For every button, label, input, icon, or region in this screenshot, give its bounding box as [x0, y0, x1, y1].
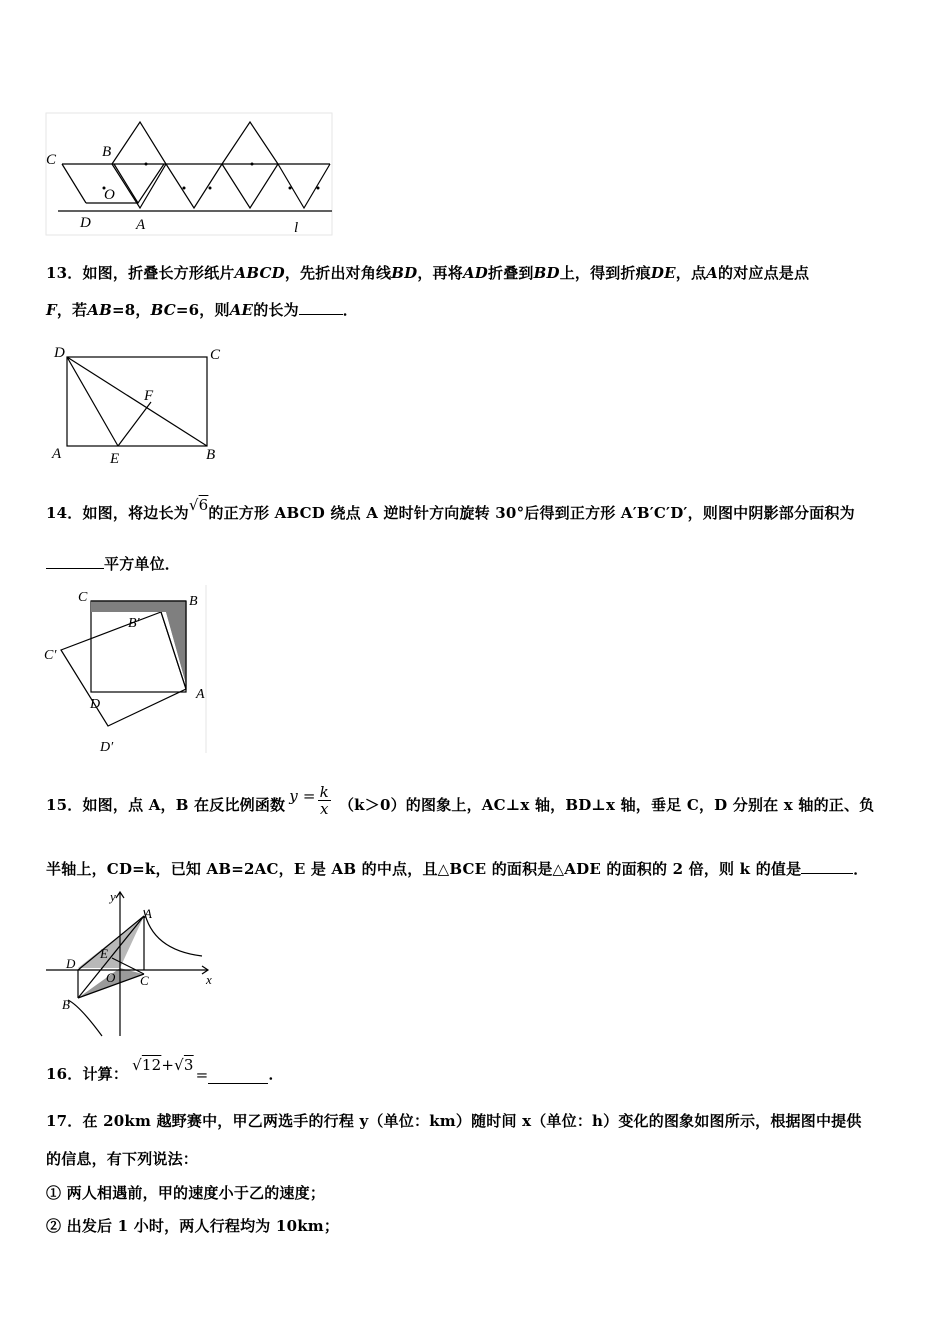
q15-text: （k＞0）的图象上，AC⊥x 轴，BD⊥x 轴，垂足 C，D 分别在 x 轴的正、负 [338, 795, 875, 814]
q17-text: 在 20km 越野赛中，甲乙两选手的行程 y（单位：km）随时间 x（单位：h）变化的图象如图所示，根据图中提供 [82, 1112, 862, 1130]
q15-frac-num: k [319, 782, 329, 801]
q13-var: AB [87, 301, 112, 319]
q16-sqrt-value-2: 3 [183, 1056, 194, 1074]
q13-text: ，先折出对角线 [284, 264, 392, 282]
q14-fig-label-Bp: B′ [128, 616, 140, 631]
q14-sqrt-value: 6 [198, 496, 209, 514]
q15-fig-label-C: C [140, 973, 149, 988]
q13-text: 如图，折叠长方形纸片 [82, 264, 235, 282]
q13-var: A [706, 264, 718, 282]
fig12-label-B: B [102, 144, 112, 160]
answer-blank [208, 1069, 268, 1084]
fig12-label-O: O [104, 187, 115, 203]
q14-line1 [46, 496, 855, 523]
q13-var: BD [391, 264, 418, 282]
q15-text: 如图，点 A，B 在反比例函数 [82, 795, 286, 814]
q13-var: AE [229, 301, 254, 319]
q13-fig-label-A: A [52, 446, 62, 462]
q15-fig-label-x: x [206, 972, 212, 987]
q13-fig-label-F: F [144, 388, 154, 404]
q16-plus: + [161, 1056, 175, 1074]
q17-item-text: ② 出发后 1 小时，两人行程均为 10km； [46, 1217, 340, 1235]
q15-fig-label-y: y [110, 889, 116, 904]
fig12-label-C: C [46, 152, 57, 168]
answer-blank [801, 859, 853, 874]
q17-number: 17． [46, 1112, 83, 1130]
q16-line [46, 1050, 284, 1084]
q16-text: ． [268, 1065, 284, 1083]
q13-text: 的对应点是点 [718, 264, 810, 282]
q13-fig-label-B: B [206, 447, 216, 463]
q13-number: 13． [46, 264, 83, 282]
fig12-label-A: A [136, 217, 146, 233]
q13-fig-label-C: C [210, 347, 221, 363]
q13-text: ． [342, 301, 358, 319]
fig12-label-l: l [294, 220, 299, 236]
q13-line1 [46, 262, 809, 283]
q16-sqrt-value-1: 12 [141, 1056, 162, 1074]
q17-text: 的信息，有下列说法： [46, 1150, 199, 1168]
figure-rhombus-chain [42, 112, 334, 237]
figure-folded-rectangle [48, 342, 228, 468]
q16-number: 16． [46, 1065, 83, 1083]
q13-var: DE [650, 264, 676, 282]
q13-line2 [46, 299, 358, 320]
q14-fig-label-Cp: C′ [44, 648, 57, 663]
q14-text: 的正方形 ABCD 绕点 A 逆时针方向旋转 30°后得到正方形 A′B′C′D′，则图中阴影部分面积为 [208, 504, 855, 522]
q17-item [46, 1182, 325, 1203]
q15-line1 [46, 774, 874, 834]
q13-var: F [46, 301, 57, 319]
q15-line2 [46, 858, 869, 879]
q13-text: =8， [111, 301, 151, 319]
fig12-label-D: D [80, 215, 91, 231]
q13-text: 上，得到折痕 [559, 264, 651, 282]
q13-var: BD [533, 264, 560, 282]
q14-number: 14． [46, 504, 83, 522]
q13-text: ，再将 [417, 264, 463, 282]
q17-item [46, 1215, 339, 1236]
q15-y-eq: y = [289, 787, 316, 805]
q16-equals: = [195, 1066, 209, 1084]
q15-fig-label-D: D [66, 956, 76, 971]
answer-blank [299, 300, 343, 315]
q16-text: 计算： [82, 1065, 129, 1083]
q16-expression: √12+√3 [132, 1056, 194, 1074]
q15-number: 15． [46, 795, 83, 814]
q14-fig-label-C: C [78, 590, 88, 605]
q15-fig-label-B: B [62, 997, 70, 1012]
q14-fig-label-D: D [90, 697, 101, 712]
q13-var: ABCD [234, 264, 285, 282]
q15-frac-den: x [319, 799, 329, 818]
q14-text: 如图，将边长为 [82, 504, 189, 522]
figure-rotated-squares [40, 585, 212, 755]
answer-blank [46, 554, 104, 569]
q13-fig-label-D: D [54, 345, 65, 361]
q13-text: =6，则 [175, 301, 230, 319]
q15-fig-label-E: E [100, 946, 108, 961]
q14-fig-label-A: A [196, 687, 205, 702]
q14-fig-label-Dp: D′ [100, 740, 114, 755]
q13-text: 折叠到 [488, 264, 534, 282]
q15-fig-label-O: O [106, 970, 116, 985]
q13-fig-label-E: E [110, 451, 120, 467]
q17-line2 [46, 1148, 198, 1169]
q13-var: BC [150, 301, 176, 319]
q14-sqrt: √6 [188, 496, 209, 514]
q17-item-text: ① 两人相遇前，甲的速度小于乙的速度； [46, 1184, 326, 1202]
q14-fig-label-B: B [189, 594, 198, 609]
q13-var: AD [462, 264, 488, 282]
q13-text: ，若 [56, 301, 88, 319]
q15-text: ． [853, 860, 869, 878]
q17-line1 [46, 1110, 862, 1131]
q13-text: ，点 [675, 264, 707, 282]
q15-fig-label-A: A [144, 906, 152, 921]
q14-text: 平方单位． [104, 555, 181, 573]
q14-line2 [46, 553, 180, 574]
figure-inverse-function [40, 888, 220, 1040]
q15-text: 半轴上，CD=k，已知 AB=2AC，E 是 AB 的中点，且△BCE 的面积是△ADE 的面积的 2 倍，则 k 的值是 [46, 860, 802, 878]
q15-fraction [318, 784, 331, 817]
q13-text: 的长为 [253, 301, 299, 319]
